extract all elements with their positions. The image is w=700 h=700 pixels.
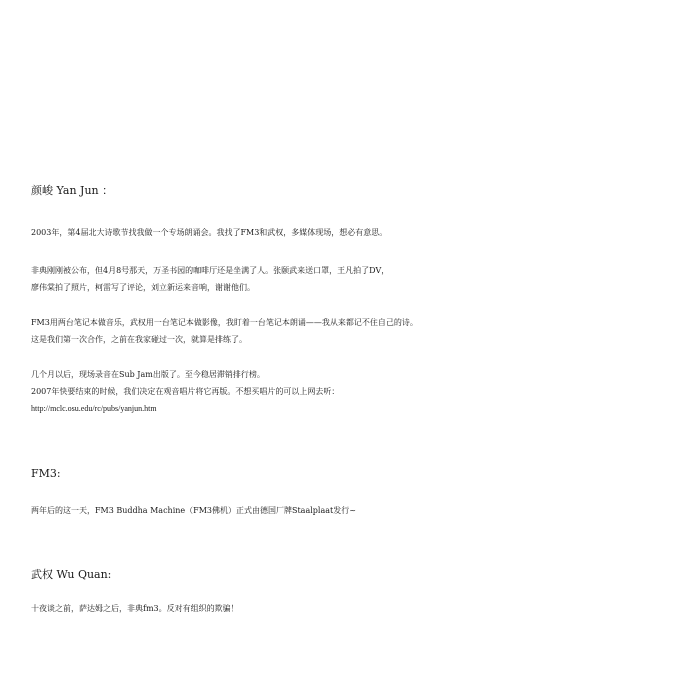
- paragraph: [31, 262, 686, 296]
- paragraph: [31, 600, 686, 617]
- paragraph: [31, 224, 686, 241]
- section-wu-quan: [31, 562, 686, 588]
- text-line: 几个月以后，现场录音在Sub Jam出版了。至今稳居滞销排行榜。: [31, 370, 265, 379]
- section-heading: 颜峻 Yan Jun ：: [31, 184, 114, 197]
- section-yan-jun: [31, 178, 686, 204]
- document-page: [31, 0, 686, 700]
- text-line: 2007年快要结束的时候，我们决定在观音唱片将它再版。不想买唱片的可以上网去听：: [31, 387, 340, 396]
- paragraph: [31, 314, 686, 348]
- text-line: 十夜谈之前，萨达姆之后，非典fm3。反对有组织的欺骗！: [31, 604, 239, 613]
- section-heading: FM3:: [31, 467, 61, 480]
- text-line: 这是我们第一次合作，之前在我家碰过一次，就算是排练了。: [31, 335, 247, 344]
- text-line: FM3用两台笔记本做音乐，武权用一台笔记本做影像，我盯着一台笔记本朗诵——我从来都记不住自己的诗。: [31, 318, 418, 327]
- paragraph: [31, 502, 686, 519]
- section-heading: 武权 Wu Quan:: [31, 568, 112, 581]
- paragraph: [31, 366, 686, 417]
- text-line: 廖伟棠拍了照片，柯雷写了评论，刘立新运来音响，谢谢他们。: [31, 283, 255, 292]
- section-fm3: [31, 461, 686, 487]
- text-line: 非典刚刚被公布，但4月8号那天，万圣书园的咖啡厅还是坐满了人。张颐武来送口罩，王凡拍了DV，: [31, 266, 390, 275]
- url-link[interactable]: http://mclc.osu.edu/rc/pubs/yanjun.htm: [31, 404, 157, 413]
- text-line: 2003年，第4届北大诗歌节找我做一个专场朗诵会。我找了FM3和武权，多媒体现场，想必有意思。: [31, 228, 388, 237]
- text-line: 两年后的这一天，FM3 Buddha Machine（FM3佛机）正式由德国厂牌Staalplaat发行~: [31, 506, 356, 515]
